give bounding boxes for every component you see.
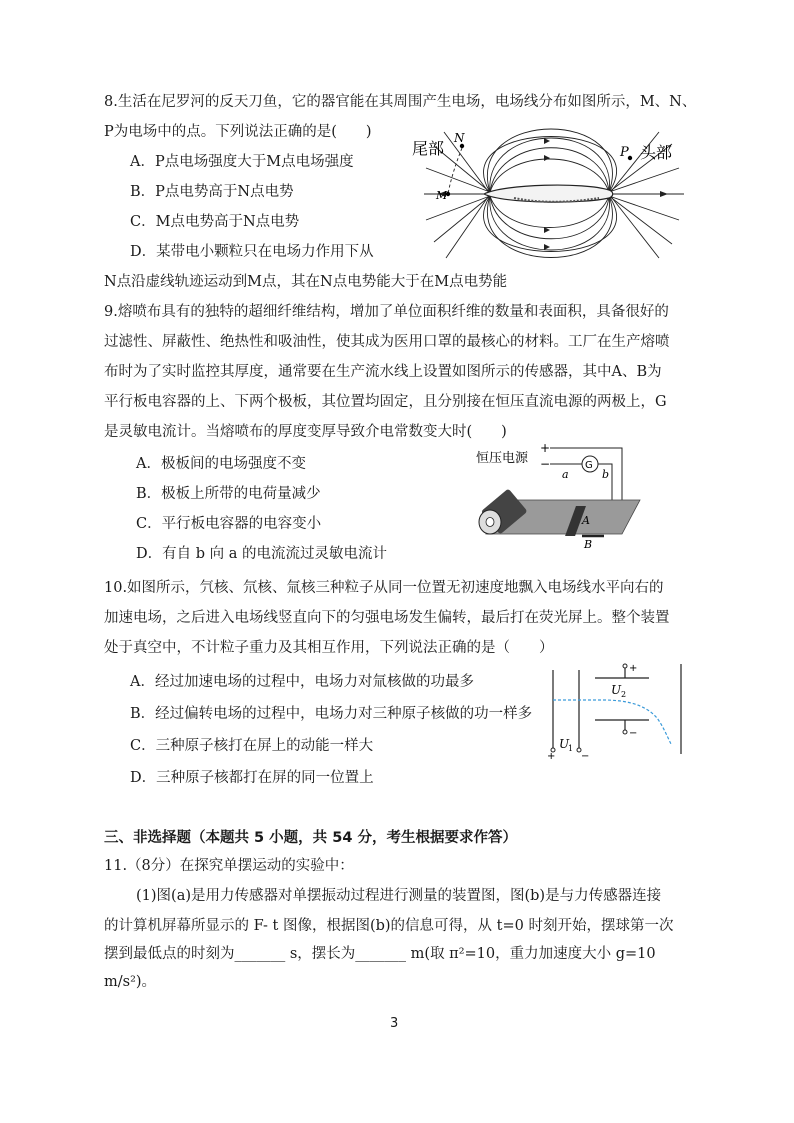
- q10-option-b: B．经过偏转电场的过程中，电场力对三种原子核做的功一样多: [130, 706, 533, 722]
- u2-minus-sign: −: [629, 728, 638, 739]
- q9-stem-line1: 9.熔喷布具有的独特的超细纤维结构，增加了单位面积纤维的数量和表面积，具备很好的: [104, 304, 669, 320]
- q9-option-a: A．极板间的电场强度不变: [136, 456, 306, 472]
- terminal-a-label: a: [562, 468, 569, 481]
- q9-stem-line2: 过滤性、屏蔽性、绝热性和吸油性，使其成为医用口罩的最核心的材料。工厂在生产熔喷: [104, 334, 670, 350]
- dc-source-label: 恒压电源: [476, 451, 529, 466]
- q8-option-b: B．P点电势高于N点电势: [130, 184, 294, 200]
- fish-field-diagram: [404, 128, 694, 264]
- q11-part1-line2: 的计算机屏幕所显示的 F- t 图像，根据图(b)的信息可得，从 t=0 时刻开始，摆球第一次: [104, 918, 674, 934]
- u1-plus-sign: +: [547, 751, 556, 760]
- section3-heading: 三、非选择题（本题共 5 小题，共 54 分，考生根据要求作答）: [104, 830, 517, 846]
- accel-deflect-diagram: [545, 660, 695, 760]
- point-n-label: N: [454, 131, 465, 145]
- q8-option-d: D．某带电小颗粒只在电场力作用下从: [130, 244, 374, 260]
- q9-option-c: C．平行板电容器的电容变小: [136, 516, 322, 532]
- q8-option-a: A．P点电场强度大于M点电场强度: [130, 154, 354, 170]
- plate-b-label: B: [584, 538, 593, 551]
- u2-subscript: 2: [621, 690, 627, 699]
- q9-option-b: B．极板上所带的电荷量减少: [136, 486, 321, 502]
- q11-part1-line3: 摆到最低点的时刻为_______ s，摆长为_______ m(取 π²=10，重力加速度大小 g=10: [104, 946, 656, 962]
- point-p-label: P: [620, 145, 629, 160]
- plate-a-label: A: [582, 514, 590, 527]
- source-plus: +: [540, 441, 551, 455]
- q11-part1-line4: m/s²)。: [104, 974, 157, 990]
- q9-stem-line3: 布时为了实时监控其厚度，通常要在生产流水线上设置如图所示的传感器，其中A、B为: [104, 364, 662, 380]
- q9-stem-line5: 是灵敏电流计。当熔喷布的厚度变厚导致介电常数变大时( ): [104, 424, 507, 440]
- point-m-label: M: [436, 189, 448, 202]
- u2-label: U: [611, 683, 622, 697]
- q8-option-d-continued: N点沿虚线轨迹运动到M点，其在N点电势能大于在M点电势能: [104, 274, 508, 290]
- q10-deflection-figure: [545, 660, 695, 760]
- u1-minus-sign: −: [581, 751, 590, 760]
- page-number: 3: [390, 1016, 399, 1031]
- q10-stem-line2: 加速电场，之后进入电场线竖直向下的匀强电场发生偏转，最后打在荧光屏上。整个装置: [104, 610, 670, 626]
- u1-subscript: 1: [568, 744, 574, 753]
- galvanometer-label: G: [585, 460, 593, 471]
- q10-option-d: D．三种原子核都打在屏的同一位置上: [130, 770, 374, 786]
- tail-label: 尾部: [412, 139, 445, 158]
- q8-stem-line2: P为电场中的点。下列说法正确的是( ): [104, 124, 372, 140]
- source-minus: −: [540, 457, 551, 471]
- q11-part1-line1: (1)图(a)是用力传感器对单摆振动过程进行测量的装置图，图(b)是与力传感器连接: [136, 888, 662, 904]
- q10-stem-line3: 处于真空中，不计粒子重力及其相互作用，下列说法正确的是（ ）: [104, 640, 554, 656]
- q10-option-c: C．三种原子核打在屏上的动能一样大: [130, 738, 374, 754]
- q8-stem-line1: 8.生活在尼罗河的反天刀鱼，它的器官能在其周围产生电场，电场线分布如图所示，M、N、: [104, 94, 697, 110]
- q11-title: 11.（8分）在探究单摆运动的实验中：: [104, 858, 354, 874]
- capacitor-sensor-diagram: [472, 440, 652, 554]
- q9-stem-line4: 平行板电容器的上、下两个极板，其位置均固定，且分别接在恒压直流电源的两极上，G: [104, 394, 667, 410]
- head-label: 头部: [640, 143, 673, 162]
- q9-option-d: D．有自 b 向 a 的电流流过灵敏电流计: [136, 546, 387, 562]
- u2-plus-sign: +: [629, 663, 638, 674]
- u1-label: U: [559, 737, 570, 751]
- q10-stem-line1: 10.如图所示，氕核、氘核、氚核三种粒子从同一位置无初速度地飘入电场线水平向右的: [104, 580, 664, 596]
- q10-option-a: A．经过加速电场的过程中，电场力对氚核做的功最多: [130, 674, 474, 690]
- terminal-b-label: b: [602, 468, 610, 481]
- q8-option-c: C．M点电势高于N点电势: [130, 214, 300, 230]
- q9-sensor-figure: [472, 440, 652, 554]
- q8-fish-field-figure: [404, 128, 694, 264]
